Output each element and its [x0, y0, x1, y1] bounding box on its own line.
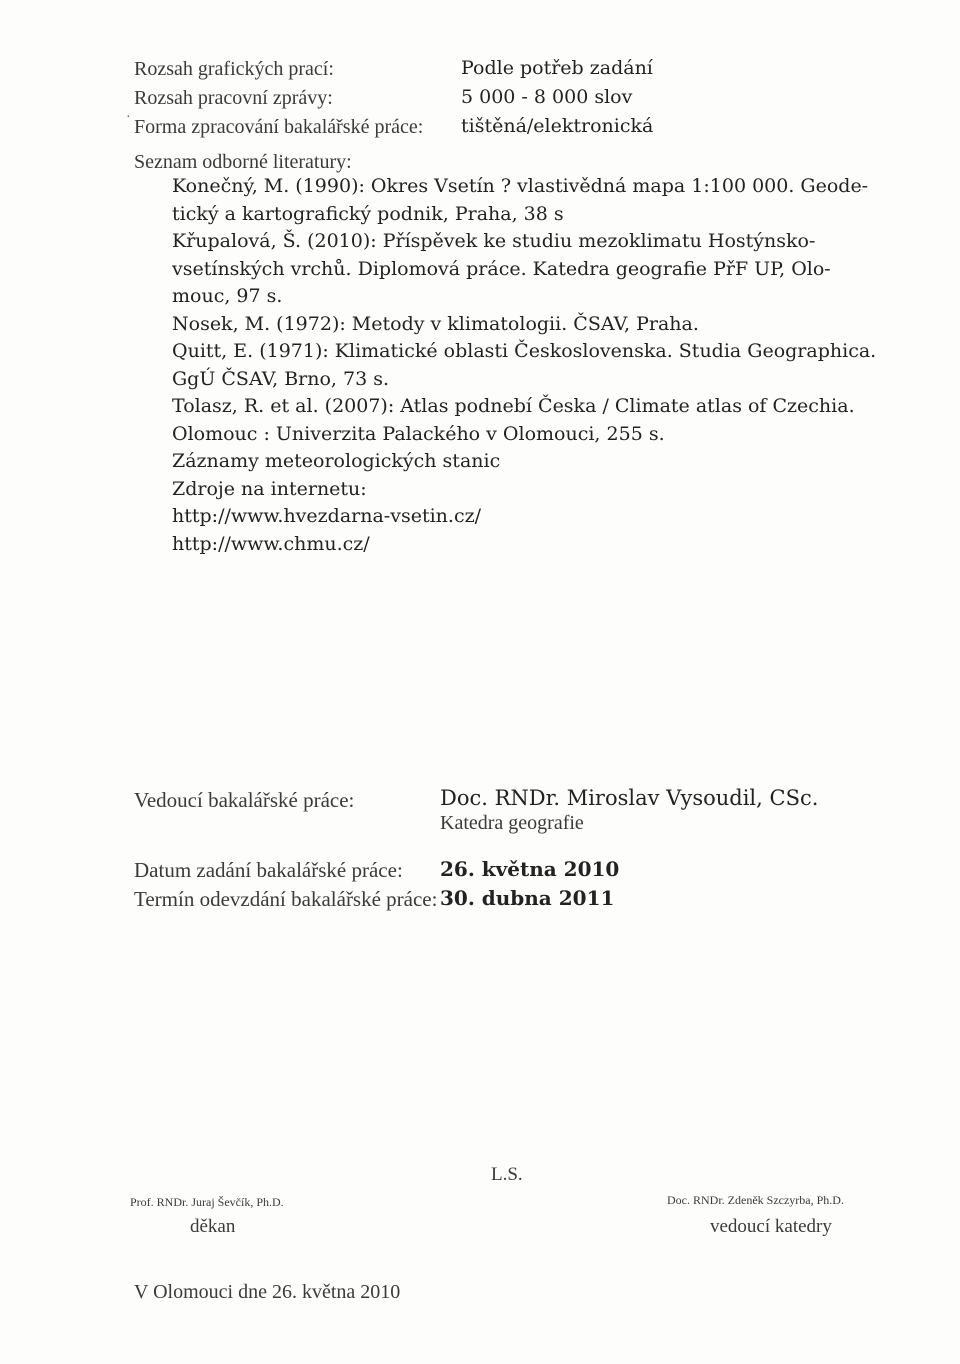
- head-of-department-role: vedoucí katedry: [710, 1216, 832, 1237]
- report-scope-label: Rozsah pracovní zprávy:: [134, 87, 333, 109]
- reference-list: [172, 173, 877, 558]
- assigned-date-value: 26. května 2010: [440, 857, 620, 881]
- assigned-date-label: Datum zadání bakalářské práce:: [134, 858, 403, 882]
- reference-line: Záznamy meteorologických stanic: [172, 450, 501, 472]
- seal-mark: L.S.: [491, 1164, 523, 1185]
- thesis-form-value: tištěná/elektronická: [461, 115, 654, 137]
- dean-role: děkan: [190, 1216, 236, 1237]
- supervisor-department: Katedra geografie: [440, 812, 584, 834]
- reference-line: vsetínských vrchů. Diplomová práce. Katedra geografie PřF UP, Olo-: [172, 257, 831, 280]
- graphics-scope-value: Podle potřeb zadání: [461, 57, 653, 79]
- dean-name: Prof. RNDr. Juraj Ševčík, Ph.D.: [130, 1195, 284, 1209]
- due-date-value: 30. dubna 2011: [440, 886, 615, 910]
- place-and-date: V Olomouci dne 26. května 2010: [134, 1281, 401, 1303]
- due-date-label: Termín odevzdání bakalářské práce:: [134, 887, 438, 911]
- report-scope-value: 5 000 - 8 000 slov: [461, 86, 633, 108]
- supervisor-label: Vedoucí bakalářské práce:: [134, 788, 355, 812]
- literature-label: Seznam odborné literatury:: [134, 151, 352, 173]
- reference-line: GgÚ ČSAV, Brno, 73 s.: [172, 367, 390, 390]
- reference-line: Nosek, M. (1972): Metody v klimatologii. ČSAV, Praha.: [172, 312, 699, 335]
- thesis-form-label: Forma zpracování bakalářské práce:: [134, 116, 424, 138]
- reference-line: http://www.hvezdarna-vsetin.cz/: [172, 505, 482, 527]
- reference-line: Zdroje na internetu:: [172, 477, 367, 500]
- head-of-department-name: Doc. RNDr. Zdeněk Szczyrba, Ph.D.: [667, 1193, 844, 1207]
- reference-line: Quitt, E. (1971): Klimatické oblasti Československa. Studia Geographica.: [172, 340, 877, 362]
- reference-line: tický a kartografický podnik, Praha, 38 s: [172, 202, 564, 225]
- supervisor-name: Doc. RNDr. Miroslav Vysoudil, CSc.: [440, 786, 819, 810]
- reference-line: http://www.chmu.cz/: [172, 532, 370, 555]
- reference-line: Olomouc : Univerzita Palackého v Olomouci, 255 s.: [172, 422, 665, 445]
- reference-line: mouc, 97 s.: [172, 285, 283, 307]
- graphics-scope-label: Rozsah grafických prací:: [134, 58, 334, 80]
- reference-line: Konečný, M. (1990): Okres Vsetín ? vlastivědná mapa 1:100 000. Geode-: [172, 175, 869, 197]
- stray-mark: ·: [126, 110, 131, 125]
- reference-line: Tolasz, R. et al. (2007): Atlas podnebí Česka / Climate atlas of Czechia.: [172, 395, 855, 417]
- reference-line: Křupalová, Š. (2010): Příspěvek ke studiu mezoklimatu Hostýnsko-: [172, 230, 816, 252]
